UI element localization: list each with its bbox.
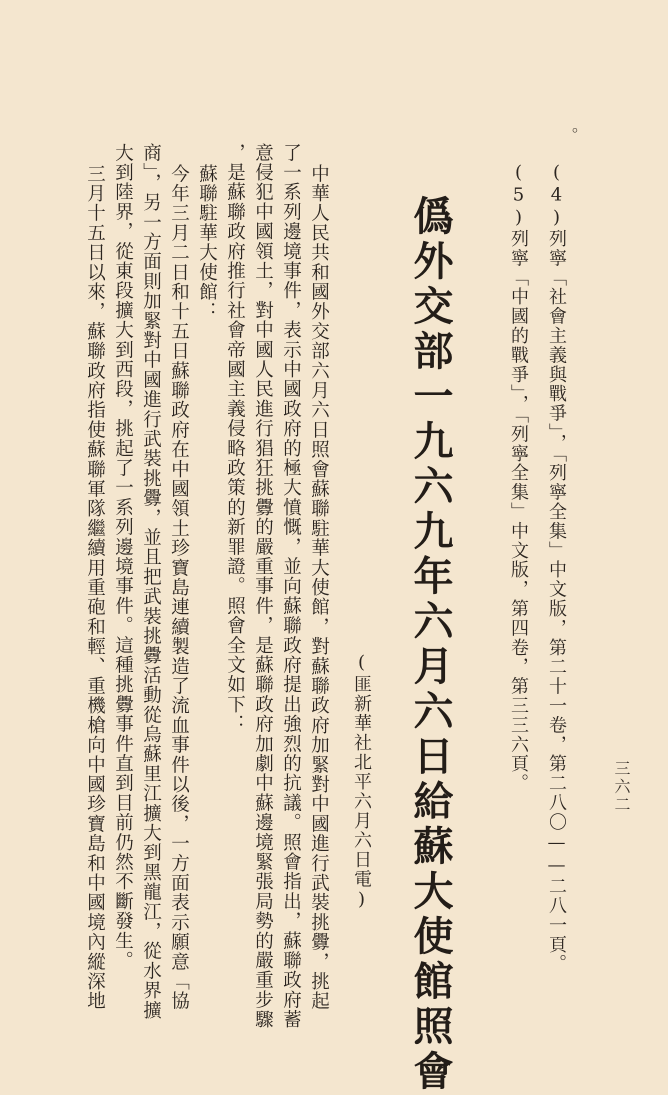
footnote-4: (4)列寧「社會主義與戰爭」，「列寧全集」中文版，第二十一卷，第二八〇——二八一頁。 bbox=[546, 162, 567, 974]
document-title: 僞外交部一九六九年六月六日給蘇大使館照會 bbox=[407, 195, 454, 1095]
body-line: 中華人民共和國外交部六月六日照會蘇聯駐華大使館，對蘇聯政府加緊對中國進行武裝挑釁，挑起 bbox=[308, 164, 330, 1012]
footnote-5: (5)列寧「中國的戰爭」，「列寧全集」中文版，第四卷，第三三六頁。 bbox=[508, 162, 529, 794]
body-line: 蘇聯駐華大使館： bbox=[196, 164, 218, 322]
source-attribution: (匪新華社北平六月六日電) bbox=[351, 652, 372, 912]
body-line: 了一系列邊境事件，表示中國政府的極大憤慨，並向蘇聯政府提出強烈的抗議。照會指出，蘇聯政府蓄 bbox=[280, 143, 302, 1030]
page-number: 三六二 bbox=[612, 760, 631, 814]
footnote-lead-mark: 。 bbox=[572, 116, 589, 135]
body-line: 商」，另一方面則加緊對中國進行武裝挑釁，並且把武裝挑釁活動從烏蘇里江擴大到黑龍江，從水界擴 bbox=[140, 143, 162, 1021]
body-line: 大到陸界，從東段擴大到西段，挑起了一系列邊境事件。這種挑釁事件直到目前仍然不斷發生。 bbox=[112, 143, 134, 971]
body-line: 意侵犯中國領土，對中國人民進行猖狂挑釁的嚴重事件，是蘇聯政府加劇中蘇邊境緊張局勢的嚴重步驟 bbox=[252, 143, 274, 1030]
body-line: 今年三月二日和十五日蘇聯政府在中國領土珍寶島連續製造了流血事件以後，一方面表示願意「協 bbox=[168, 164, 190, 1012]
body-line: 三月十五日以來，蘇聯政府指使蘇聯軍隊繼續用重砲和輕、重機槍向中國珍寶島和中國境內縱深地 bbox=[84, 164, 106, 1012]
body-line: ，是蘇聯政府推行社會帝國主義侵略政策的新罪證。照會全文如下： bbox=[224, 143, 246, 734]
